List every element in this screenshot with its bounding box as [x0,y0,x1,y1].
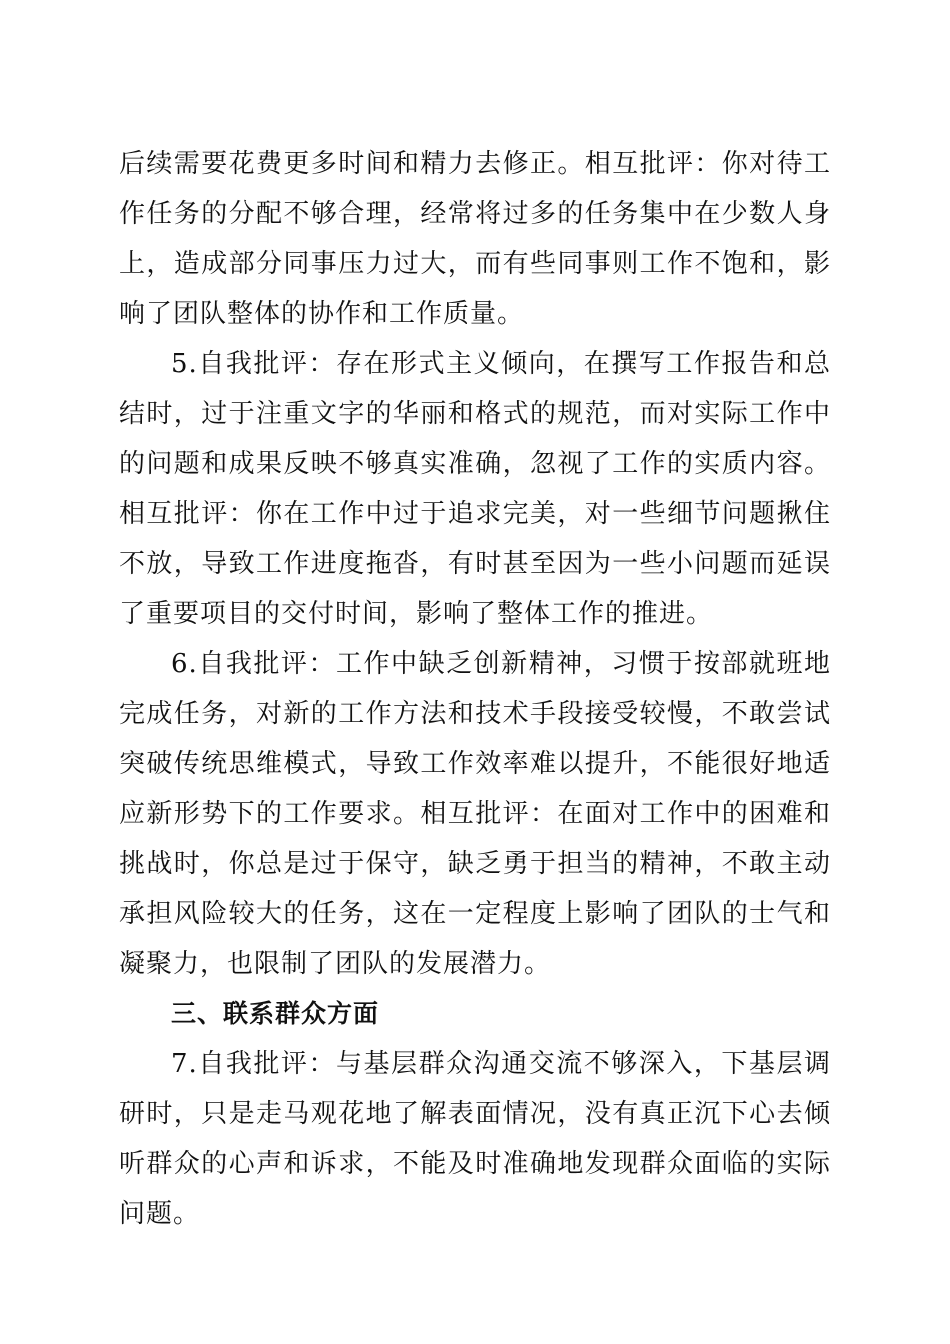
paragraph-item-5: 5.自我批评：存在形式主义倾向，在撰写工作报告和总结时，过于注重文字的华丽和格式的规范，而对实际工作中的问题和成果反映不够真实准确，忽视了工作的实质内容。相互批评：你在工作中过于追求完美，对一些细节问题揪住不放，导致工作进度拖沓，有时甚至因为一些小问题而延误了重要项目的交付时间，影响了整体工作的推进。 [119,349,831,629]
document-body [119,139,831,1239]
paragraph-continuation: 后续需要花费更多时间和精力去修正。相互批评：你对待工作任务的分配不够合理，经常将过多的任务集中在少数人身上，造成部分同事压力过大，而有些同事则工作不饱和，影响了团队整体的协作和工作质量。 [119,149,831,329]
section-heading-3: 三、联系群众方面 [171,999,380,1028]
paragraph-item-7: 7.自我批评：与基层群众沟通交流不够深入，下基层调研时，只是走马观花地了解表面情况，没有真正沉下心去倾听群众的心声和诉求，不能及时准确地发现群众面临的实际问题。 [119,1049,831,1229]
paragraph-item-6: 6.自我批评：工作中缺乏创新精神，习惯于按部就班地完成任务，对新的工作方法和技术手段接受较慢，不敢尝试突破传统思维模式，导致工作效率难以提升，不能很好地适应新形势下的工作要求。相互批评：在面对工作中的困难和挑战时，你总是过于保守，缺乏勇于担当的精神，不敢主动承担风险较大的任务，这在一定程度上影响了团队的士气和凝聚力，也限制了团队的发展潜力。 [119,649,831,979]
